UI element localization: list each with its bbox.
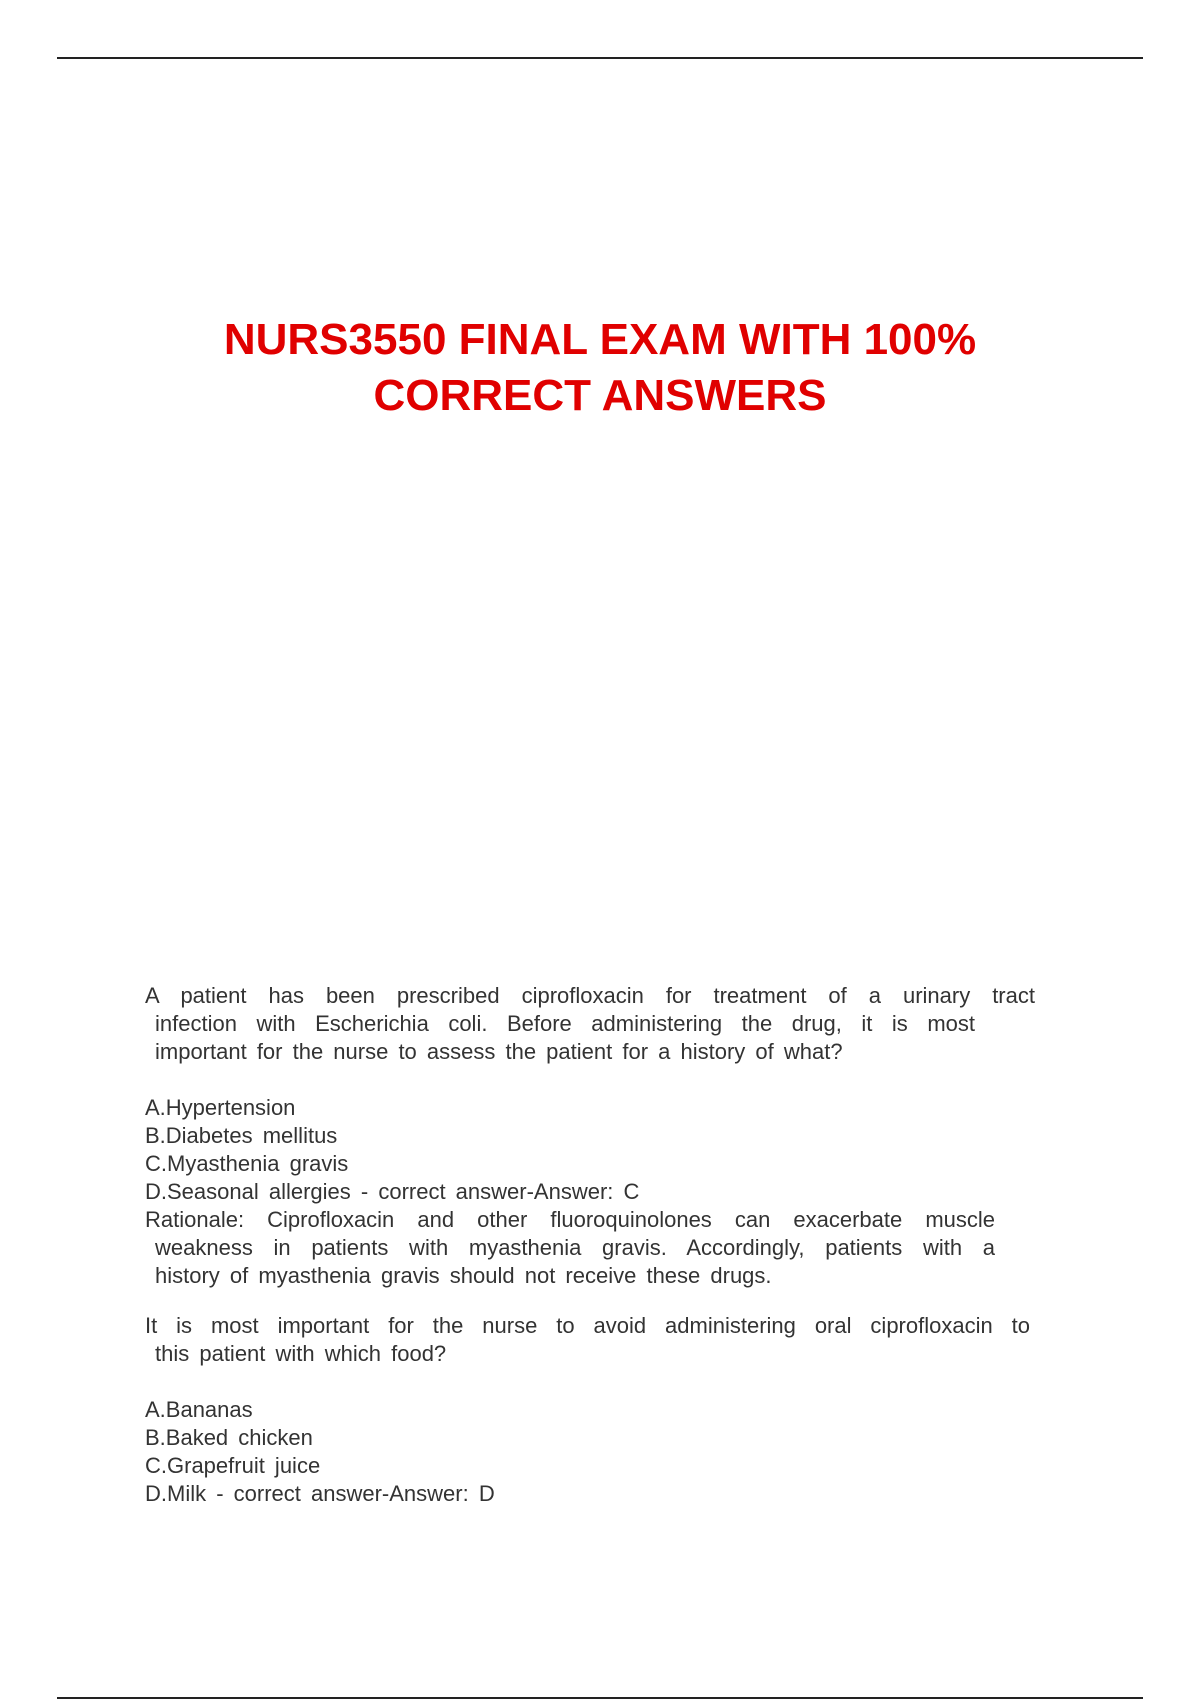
page-title bbox=[0, 312, 1200, 424]
option-item: A.Bananas bbox=[145, 1397, 253, 1422]
question-1-stem-line: A patient has been prescribed ciprofloxacin for treatment of a urinary tract bbox=[145, 983, 1035, 1008]
question-1 bbox=[145, 982, 1035, 1290]
rationale-line: weakness in patients with myasthenia gravis. Accordingly, patients with a bbox=[155, 1235, 995, 1260]
title-line-2: CORRECT ANSWERS bbox=[373, 371, 827, 420]
option-item: A.Hypertension bbox=[145, 1095, 296, 1120]
option-item: C.Grapefruit juice bbox=[145, 1453, 321, 1478]
rationale-line: history of myasthenia gravis should not receive these drugs. bbox=[155, 1263, 772, 1288]
bottom-rule bbox=[57, 1697, 1143, 1699]
question-1-stem bbox=[145, 982, 1035, 1066]
question-1-rationale bbox=[145, 1206, 1035, 1290]
option-item: B.Diabetes mellitus bbox=[145, 1123, 338, 1148]
rationale-line: Rationale: Ciprofloxacin and other fluoroquinolones can exacerbate muscle bbox=[145, 1207, 995, 1232]
option-item: B.Baked chicken bbox=[145, 1425, 313, 1450]
option-item: C.Myasthenia gravis bbox=[145, 1151, 349, 1176]
question-2-stem bbox=[145, 1312, 1035, 1368]
question-2-stem-line: this patient with which food? bbox=[155, 1341, 447, 1366]
option-item-answer: D.Milk - correct answer-Answer: D bbox=[145, 1481, 495, 1506]
question-2 bbox=[145, 1312, 1035, 1508]
question-2-stem-line: It is most important for the nurse to avoid administering oral ciprofloxacin to bbox=[145, 1313, 1030, 1338]
top-rule bbox=[57, 57, 1143, 59]
title-line-1: NURS3550 FINAL EXAM WITH 100% bbox=[223, 315, 977, 364]
question-1-stem-line: important for the nurse to assess the patient for a history of what? bbox=[155, 1039, 843, 1064]
question-2-options bbox=[145, 1396, 1035, 1508]
question-1-options bbox=[145, 1094, 1035, 1206]
option-item-answer: D.Seasonal allergies - correct answer-Answer: C bbox=[145, 1179, 640, 1204]
question-1-stem-line: infection with Escherichia coli. Before administering the drug, it is most bbox=[155, 1011, 975, 1036]
